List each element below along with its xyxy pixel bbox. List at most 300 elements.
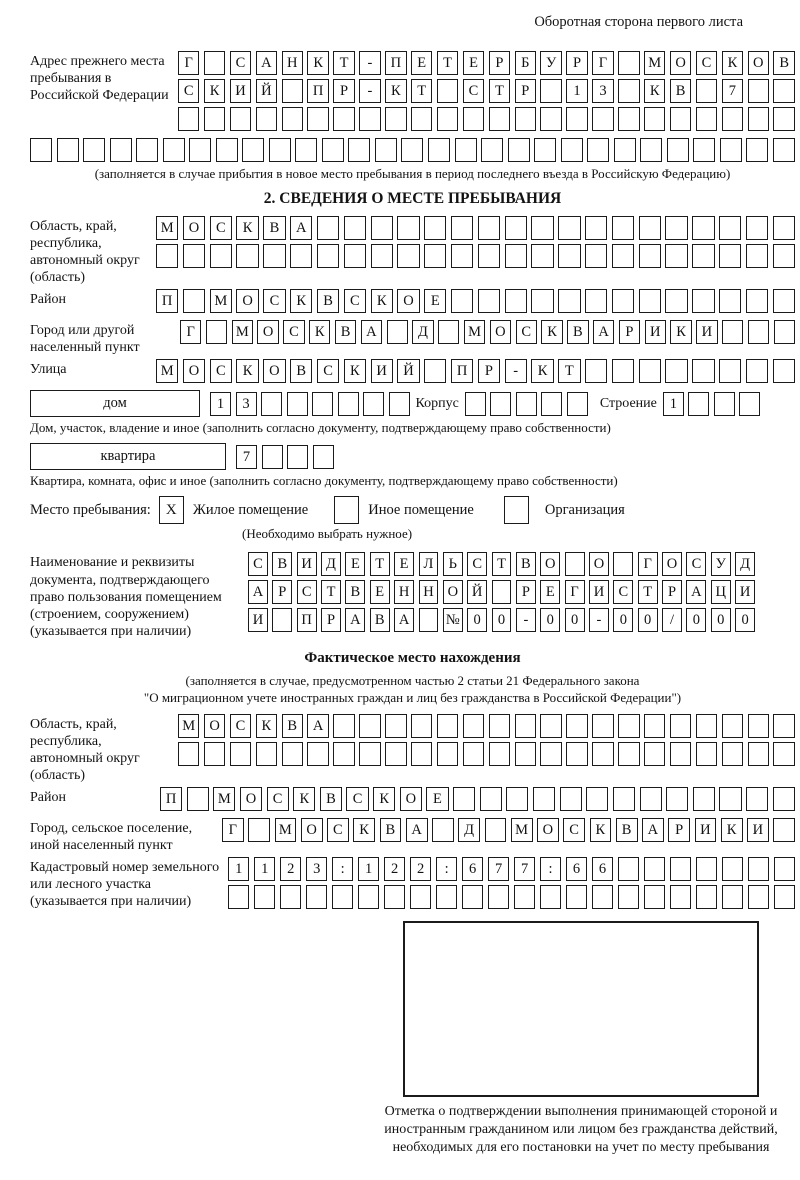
char-cell[interactable]: В — [282, 714, 303, 738]
char-cell[interactable]: С — [463, 79, 484, 103]
char-cell[interactable]: 1 — [663, 392, 684, 416]
char-cell[interactable] — [437, 79, 458, 103]
char-cell[interactable] — [540, 79, 561, 103]
char-cell[interactable] — [560, 787, 582, 811]
char-cell[interactable] — [722, 107, 743, 131]
char-cell[interactable]: № — [443, 608, 463, 632]
char-cell[interactable] — [333, 107, 354, 131]
char-cell[interactable] — [204, 51, 225, 75]
char-cell[interactable]: А — [361, 320, 382, 344]
char-cell[interactable] — [586, 787, 608, 811]
char-cell[interactable] — [189, 138, 211, 162]
char-cell[interactable] — [183, 289, 205, 313]
char-cell[interactable] — [746, 138, 768, 162]
char-cell[interactable]: 2 — [410, 857, 431, 881]
char-cell[interactable] — [558, 289, 580, 313]
char-cell[interactable] — [774, 885, 795, 909]
char-cell[interactable] — [322, 138, 344, 162]
char-cell[interactable] — [411, 714, 432, 738]
char-cell[interactable]: 6 — [566, 857, 587, 881]
char-cell[interactable] — [463, 714, 484, 738]
char-cell[interactable]: О — [183, 359, 205, 383]
char-cell[interactable]: 0 — [711, 608, 731, 632]
char-cell[interactable]: П — [156, 289, 178, 313]
char-cell[interactable]: 7 — [514, 857, 535, 881]
char-cell[interactable] — [438, 320, 459, 344]
char-cell[interactable] — [478, 216, 500, 240]
char-cell[interactable]: К — [531, 359, 553, 383]
char-cell[interactable] — [401, 138, 423, 162]
char-cell[interactable] — [436, 885, 457, 909]
char-cell[interactable] — [178, 742, 199, 766]
char-cell[interactable] — [236, 244, 258, 268]
char-cell[interactable] — [540, 742, 561, 766]
char-cell[interactable]: Т — [411, 79, 432, 103]
char-cell[interactable]: А — [307, 714, 328, 738]
char-cell[interactable]: П — [160, 787, 182, 811]
char-cell[interactable] — [424, 216, 446, 240]
char-cell[interactable] — [558, 244, 580, 268]
char-cell[interactable] — [451, 289, 473, 313]
char-cell[interactable] — [136, 138, 158, 162]
char-cell[interactable]: У — [540, 51, 561, 75]
char-cell[interactable] — [774, 320, 795, 344]
char-cell[interactable] — [363, 392, 384, 416]
char-cell[interactable] — [307, 107, 328, 131]
char-cell[interactable] — [644, 714, 665, 738]
char-cell[interactable]: Р — [321, 608, 341, 632]
char-cell[interactable] — [481, 138, 503, 162]
char-cell[interactable]: Д — [735, 552, 755, 576]
char-cell[interactable] — [722, 885, 743, 909]
char-cell[interactable] — [618, 742, 639, 766]
char-cell[interactable] — [485, 818, 507, 842]
char-cell[interactable] — [722, 320, 743, 344]
char-cell[interactable] — [488, 885, 509, 909]
char-cell[interactable] — [670, 714, 691, 738]
char-cell[interactable] — [540, 885, 561, 909]
char-cell[interactable]: И — [747, 818, 769, 842]
char-cell[interactable] — [204, 742, 225, 766]
char-cell[interactable] — [204, 107, 225, 131]
char-cell[interactable]: С — [613, 580, 633, 604]
char-cell[interactable]: В — [380, 818, 402, 842]
char-cell[interactable] — [411, 107, 432, 131]
char-cell[interactable]: У — [711, 552, 731, 576]
char-cell[interactable]: С — [346, 787, 368, 811]
char-cell[interactable] — [618, 107, 639, 131]
char-cell[interactable] — [531, 244, 553, 268]
char-cell[interactable] — [541, 392, 562, 416]
char-cell[interactable]: Т — [321, 580, 341, 604]
char-cell[interactable]: Г — [638, 552, 658, 576]
char-cell[interactable] — [295, 138, 317, 162]
char-cell[interactable] — [428, 138, 450, 162]
char-cell[interactable] — [696, 885, 717, 909]
char-cell[interactable] — [263, 244, 285, 268]
char-cell[interactable] — [748, 742, 769, 766]
char-cell[interactable] — [187, 787, 209, 811]
char-cell[interactable] — [344, 216, 366, 240]
char-cell[interactable]: О — [670, 51, 691, 75]
char-cell[interactable] — [210, 244, 232, 268]
char-cell[interactable]: 7 — [488, 857, 509, 881]
char-cell[interactable] — [359, 742, 380, 766]
char-cell[interactable] — [411, 742, 432, 766]
char-cell[interactable] — [670, 885, 691, 909]
char-cell[interactable] — [748, 885, 769, 909]
char-cell[interactable] — [110, 138, 132, 162]
char-cell[interactable] — [312, 392, 333, 416]
char-cell[interactable]: Д — [458, 818, 480, 842]
char-cell[interactable]: О — [537, 818, 559, 842]
char-cell[interactable]: С — [297, 580, 317, 604]
char-cell[interactable]: А — [406, 818, 428, 842]
char-cell[interactable]: М — [275, 818, 297, 842]
char-cell[interactable] — [665, 216, 687, 240]
char-cell[interactable]: Г — [222, 818, 244, 842]
char-cell[interactable] — [478, 244, 500, 268]
char-cell[interactable] — [463, 107, 484, 131]
char-cell[interactable] — [746, 289, 768, 313]
char-cell[interactable] — [692, 289, 714, 313]
char-cell[interactable]: 3 — [592, 79, 613, 103]
char-cell[interactable]: : — [436, 857, 457, 881]
char-cell[interactable]: - — [516, 608, 536, 632]
char-cell[interactable]: О — [443, 580, 463, 604]
char-cell[interactable] — [178, 107, 199, 131]
char-cell[interactable]: 0 — [638, 608, 658, 632]
char-cell[interactable] — [612, 244, 634, 268]
char-cell[interactable]: Е — [411, 51, 432, 75]
char-cell[interactable]: Ц — [711, 580, 731, 604]
char-cell[interactable]: : — [540, 857, 561, 881]
char-cell[interactable]: Е — [426, 787, 448, 811]
char-cell[interactable] — [639, 244, 661, 268]
char-cell[interactable] — [773, 289, 795, 313]
char-cell[interactable] — [719, 216, 741, 240]
char-cell[interactable] — [515, 742, 536, 766]
char-cell[interactable] — [228, 885, 249, 909]
char-cell[interactable]: Т — [558, 359, 580, 383]
char-cell[interactable] — [385, 714, 406, 738]
char-cell[interactable]: М — [511, 818, 533, 842]
char-cell[interactable]: В — [516, 552, 536, 576]
char-cell[interactable]: В — [670, 79, 691, 103]
char-cell[interactable] — [515, 714, 536, 738]
char-cell[interactable] — [566, 714, 587, 738]
checkbox-zhiloe[interactable]: X — [159, 496, 184, 524]
char-cell[interactable]: И — [371, 359, 393, 383]
char-cell[interactable]: 3 — [236, 392, 257, 416]
char-cell[interactable] — [773, 107, 794, 131]
char-cell[interactable]: С — [230, 714, 251, 738]
char-cell[interactable] — [478, 289, 500, 313]
char-cell[interactable]: 0 — [613, 608, 633, 632]
char-cell[interactable] — [665, 289, 687, 313]
char-cell[interactable] — [670, 107, 691, 131]
char-cell[interactable] — [516, 392, 537, 416]
char-cell[interactable] — [437, 107, 458, 131]
char-cell[interactable]: В — [272, 552, 292, 576]
char-cell[interactable] — [432, 818, 454, 842]
char-cell[interactable]: Й — [467, 580, 487, 604]
char-cell[interactable]: С — [210, 359, 232, 383]
char-cell[interactable] — [746, 787, 768, 811]
char-cell[interactable] — [719, 787, 741, 811]
char-cell[interactable]: В — [320, 787, 342, 811]
char-cell[interactable] — [748, 107, 769, 131]
char-cell[interactable] — [248, 818, 270, 842]
char-cell[interactable] — [722, 714, 743, 738]
char-cell[interactable] — [612, 289, 634, 313]
char-cell[interactable]: С — [696, 51, 717, 75]
char-cell[interactable]: К — [293, 787, 315, 811]
char-cell[interactable] — [639, 216, 661, 240]
char-cell[interactable]: Й — [397, 359, 419, 383]
char-cell[interactable] — [533, 787, 555, 811]
char-cell[interactable]: Е — [394, 552, 414, 576]
char-cell[interactable]: О — [240, 787, 262, 811]
char-cell[interactable]: М — [213, 787, 235, 811]
char-cell[interactable]: К — [721, 818, 743, 842]
char-cell[interactable] — [451, 216, 473, 240]
char-cell[interactable] — [410, 885, 431, 909]
char-cell[interactable] — [261, 392, 282, 416]
char-cell[interactable] — [614, 138, 636, 162]
char-cell[interactable]: 1 — [254, 857, 275, 881]
char-cell[interactable]: В — [616, 818, 638, 842]
char-cell[interactable]: - — [359, 79, 380, 103]
char-cell[interactable] — [585, 359, 607, 383]
char-cell[interactable]: О — [540, 552, 560, 576]
char-cell[interactable]: 0 — [467, 608, 487, 632]
char-cell[interactable]: К — [385, 79, 406, 103]
char-cell[interactable] — [216, 138, 238, 162]
char-cell[interactable]: Г — [565, 580, 585, 604]
char-cell[interactable] — [282, 79, 303, 103]
char-cell[interactable]: М — [232, 320, 253, 344]
char-cell[interactable]: В — [263, 216, 285, 240]
char-cell[interactable] — [282, 742, 303, 766]
char-cell[interactable]: К — [256, 714, 277, 738]
char-cell[interactable] — [256, 107, 277, 131]
char-cell[interactable]: О — [589, 552, 609, 576]
char-cell[interactable]: К — [236, 359, 258, 383]
char-cell[interactable] — [480, 787, 502, 811]
char-cell[interactable]: С — [263, 289, 285, 313]
char-cell[interactable] — [30, 138, 52, 162]
char-cell[interactable] — [566, 107, 587, 131]
char-cell[interactable] — [618, 885, 639, 909]
char-cell[interactable] — [612, 216, 634, 240]
char-cell[interactable]: Ь — [443, 552, 463, 576]
char-cell[interactable] — [665, 359, 687, 383]
char-cell[interactable] — [313, 445, 334, 469]
char-cell[interactable] — [317, 216, 339, 240]
char-cell[interactable] — [720, 138, 742, 162]
char-cell[interactable]: 1 — [228, 857, 249, 881]
char-cell[interactable]: 0 — [565, 608, 585, 632]
char-cell[interactable]: В — [290, 359, 312, 383]
char-cell[interactable] — [639, 289, 661, 313]
char-cell[interactable] — [287, 392, 308, 416]
char-cell[interactable]: Т — [638, 580, 658, 604]
char-cell[interactable]: Л — [419, 552, 439, 576]
char-cell[interactable] — [424, 244, 446, 268]
char-cell[interactable]: С — [178, 79, 199, 103]
char-cell[interactable] — [561, 138, 583, 162]
char-cell[interactable]: С — [283, 320, 304, 344]
char-cell[interactable] — [773, 787, 795, 811]
char-cell[interactable]: К — [309, 320, 330, 344]
char-cell[interactable]: С — [317, 359, 339, 383]
char-cell[interactable] — [612, 359, 634, 383]
char-cell[interactable]: К — [670, 320, 691, 344]
char-cell[interactable]: К — [590, 818, 612, 842]
char-cell[interactable]: К — [344, 359, 366, 383]
char-cell[interactable]: А — [256, 51, 277, 75]
char-cell[interactable]: 1 — [358, 857, 379, 881]
char-cell[interactable]: Р — [478, 359, 500, 383]
char-cell[interactable] — [206, 320, 227, 344]
char-cell[interactable] — [389, 392, 410, 416]
char-cell[interactable] — [719, 244, 741, 268]
char-cell[interactable]: С — [267, 787, 289, 811]
char-cell[interactable]: Р — [662, 580, 682, 604]
char-cell[interactable] — [254, 885, 275, 909]
char-cell[interactable]: Г — [592, 51, 613, 75]
char-cell[interactable] — [748, 320, 769, 344]
char-cell[interactable] — [613, 787, 635, 811]
char-cell[interactable] — [688, 392, 709, 416]
char-cell[interactable]: Б — [515, 51, 536, 75]
char-cell[interactable]: К — [371, 289, 393, 313]
char-cell[interactable]: В — [317, 289, 339, 313]
char-cell[interactable] — [692, 359, 714, 383]
char-cell[interactable]: А — [593, 320, 614, 344]
char-cell[interactable] — [746, 216, 768, 240]
char-cell[interactable]: С — [516, 320, 537, 344]
char-cell[interactable]: Е — [370, 580, 390, 604]
char-cell[interactable] — [748, 714, 769, 738]
char-cell[interactable] — [534, 138, 556, 162]
char-cell[interactable] — [746, 359, 768, 383]
char-cell[interactable] — [508, 138, 530, 162]
char-cell[interactable]: П — [307, 79, 328, 103]
char-cell[interactable]: 6 — [462, 857, 483, 881]
char-cell[interactable] — [348, 138, 370, 162]
char-cell[interactable] — [714, 392, 735, 416]
char-cell[interactable] — [515, 107, 536, 131]
char-cell[interactable]: М — [156, 216, 178, 240]
char-cell[interactable]: 0 — [492, 608, 512, 632]
char-cell[interactable] — [692, 216, 714, 240]
char-cell[interactable]: О — [400, 787, 422, 811]
char-cell[interactable]: С — [210, 216, 232, 240]
char-cell[interactable]: Д — [321, 552, 341, 576]
char-cell[interactable]: С — [248, 552, 268, 576]
char-cell[interactable]: Р — [489, 51, 510, 75]
char-cell[interactable] — [371, 244, 393, 268]
char-cell[interactable]: О — [236, 289, 258, 313]
char-cell[interactable]: Р — [566, 51, 587, 75]
char-cell[interactable] — [385, 107, 406, 131]
char-cell[interactable] — [696, 79, 717, 103]
char-cell[interactable] — [230, 742, 251, 766]
char-cell[interactable]: К — [353, 818, 375, 842]
char-cell[interactable] — [465, 392, 486, 416]
char-cell[interactable] — [333, 714, 354, 738]
char-cell[interactable] — [592, 107, 613, 131]
char-cell[interactable]: Е — [345, 552, 365, 576]
char-cell[interactable] — [333, 742, 354, 766]
char-cell[interactable]: С — [230, 51, 251, 75]
char-cell[interactable]: И — [645, 320, 666, 344]
char-cell[interactable] — [359, 107, 380, 131]
char-cell[interactable]: О — [257, 320, 278, 344]
char-cell[interactable] — [692, 244, 714, 268]
char-cell[interactable] — [587, 138, 609, 162]
char-cell[interactable] — [644, 885, 665, 909]
char-cell[interactable]: - — [505, 359, 527, 383]
char-cell[interactable]: Е — [463, 51, 484, 75]
char-cell[interactable]: Т — [437, 51, 458, 75]
char-cell[interactable] — [719, 359, 741, 383]
checkbox-organizatsiya[interactable] — [504, 496, 529, 524]
char-cell[interactable] — [540, 714, 561, 738]
char-cell[interactable] — [453, 787, 475, 811]
char-cell[interactable]: И — [695, 818, 717, 842]
char-cell[interactable] — [639, 359, 661, 383]
char-cell[interactable]: М — [464, 320, 485, 344]
char-cell[interactable] — [722, 857, 743, 881]
char-cell[interactable] — [387, 320, 408, 344]
char-cell[interactable] — [359, 714, 380, 738]
char-cell[interactable]: Р — [619, 320, 640, 344]
char-cell[interactable] — [358, 885, 379, 909]
char-cell[interactable]: О — [263, 359, 285, 383]
char-cell[interactable] — [282, 107, 303, 131]
char-cell[interactable] — [332, 885, 353, 909]
char-cell[interactable]: Г — [180, 320, 201, 344]
char-cell[interactable]: Й — [256, 79, 277, 103]
char-cell[interactable] — [585, 244, 607, 268]
char-cell[interactable] — [57, 138, 79, 162]
char-cell[interactable] — [773, 742, 794, 766]
char-cell[interactable] — [489, 742, 510, 766]
char-cell[interactable]: С — [563, 818, 585, 842]
char-cell[interactable] — [666, 787, 688, 811]
char-cell[interactable] — [156, 244, 178, 268]
char-cell[interactable] — [665, 244, 687, 268]
char-cell[interactable] — [739, 392, 760, 416]
char-cell[interactable] — [693, 138, 715, 162]
char-cell[interactable]: К — [541, 320, 562, 344]
char-cell[interactable]: А — [345, 608, 365, 632]
char-cell[interactable] — [774, 857, 795, 881]
char-cell[interactable] — [773, 714, 794, 738]
char-cell[interactable]: О — [204, 714, 225, 738]
char-cell[interactable] — [262, 445, 283, 469]
char-cell[interactable]: В — [335, 320, 356, 344]
char-cell[interactable]: - — [589, 608, 609, 632]
char-cell[interactable]: И — [248, 608, 268, 632]
char-cell[interactable] — [531, 216, 553, 240]
char-cell[interactable] — [540, 107, 561, 131]
char-cell[interactable] — [773, 244, 795, 268]
char-cell[interactable]: П — [297, 608, 317, 632]
